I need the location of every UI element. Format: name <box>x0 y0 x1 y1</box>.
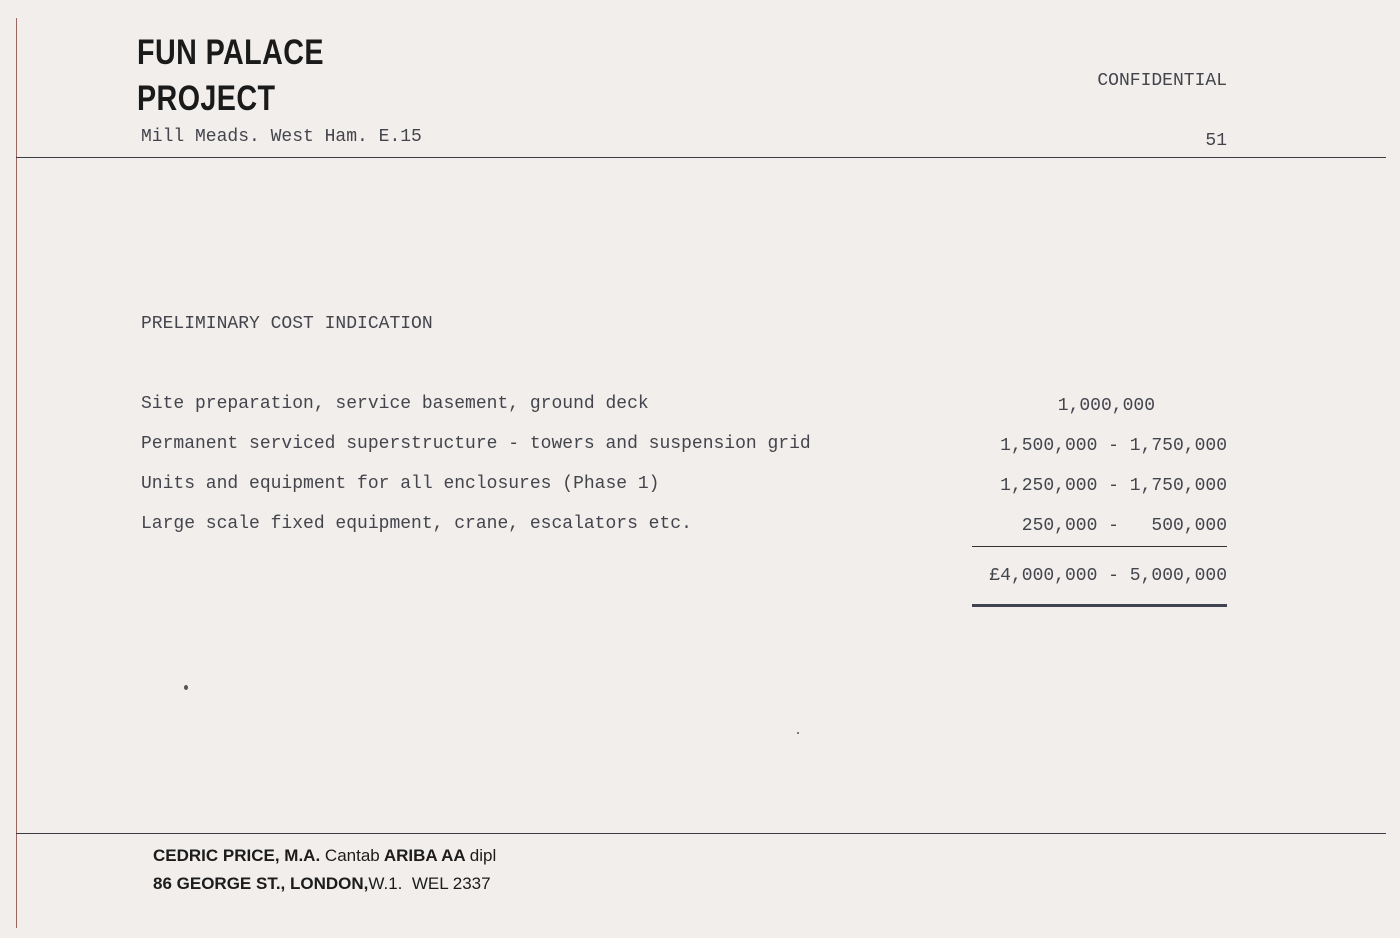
cost-amount: 250,000 - 500,000 <box>1021 516 1227 536</box>
cost-description: Large scale fixed equipment, crane, escalators etc. <box>141 514 692 534</box>
total-amount: £4,000,000 - 5,000,000 <box>989 566 1227 586</box>
cost-description: Units and equipment for all enclosures (Phase 1) <box>141 474 660 494</box>
total-rule <box>972 604 1227 607</box>
architect-degree: Cantab <box>324 846 380 865</box>
cost-amount: 1,000,000 <box>1057 396 1155 416</box>
project-title <box>137 30 324 122</box>
project-title-line2: PROJECT <box>137 79 276 118</box>
telephone: WEL 2337 <box>411 874 491 893</box>
cost-amount: 1,250,000 - 1,750,000 <box>1000 476 1227 496</box>
site-address: Mill Meads. West Ham. E.15 <box>141 127 422 147</box>
classification-label: CONFIDENTIAL <box>1097 71 1227 91</box>
estimate-heading: PRELIMINARY COST INDICATION <box>141 314 433 334</box>
project-title-line1: FUN PALACE <box>137 33 324 72</box>
architect-dipl: dipl <box>469 846 497 865</box>
office-address <box>153 870 496 898</box>
architect-name: CEDRIC PRICE, M.A. <box>153 846 321 865</box>
left-margin-rule <box>16 18 17 928</box>
cost-row <box>141 474 1227 498</box>
architect-credentials <box>153 842 496 870</box>
architect-memberships: ARIBA AA <box>383 846 466 865</box>
cost-description: Permanent serviced superstructure - towers and suspension grid <box>141 434 811 454</box>
subtotal-rule <box>972 546 1227 547</box>
letterhead-footer <box>153 842 496 898</box>
cost-description: Site preparation, service basement, ground deck <box>141 394 649 414</box>
street-address: 86 GEORGE ST., LONDON, <box>153 874 369 893</box>
cost-row <box>141 514 1227 538</box>
footer-divider <box>16 833 1386 834</box>
cost-row <box>141 434 1227 458</box>
cost-amount: 1,500,000 - 1,750,000 <box>1000 436 1227 456</box>
paper-speck <box>184 685 188 690</box>
paper-speck <box>797 732 799 734</box>
header-divider <box>16 157 1386 158</box>
page-number: 51 <box>1205 131 1227 151</box>
postal-district: W.1. <box>368 874 403 893</box>
cost-row <box>141 394 1227 418</box>
